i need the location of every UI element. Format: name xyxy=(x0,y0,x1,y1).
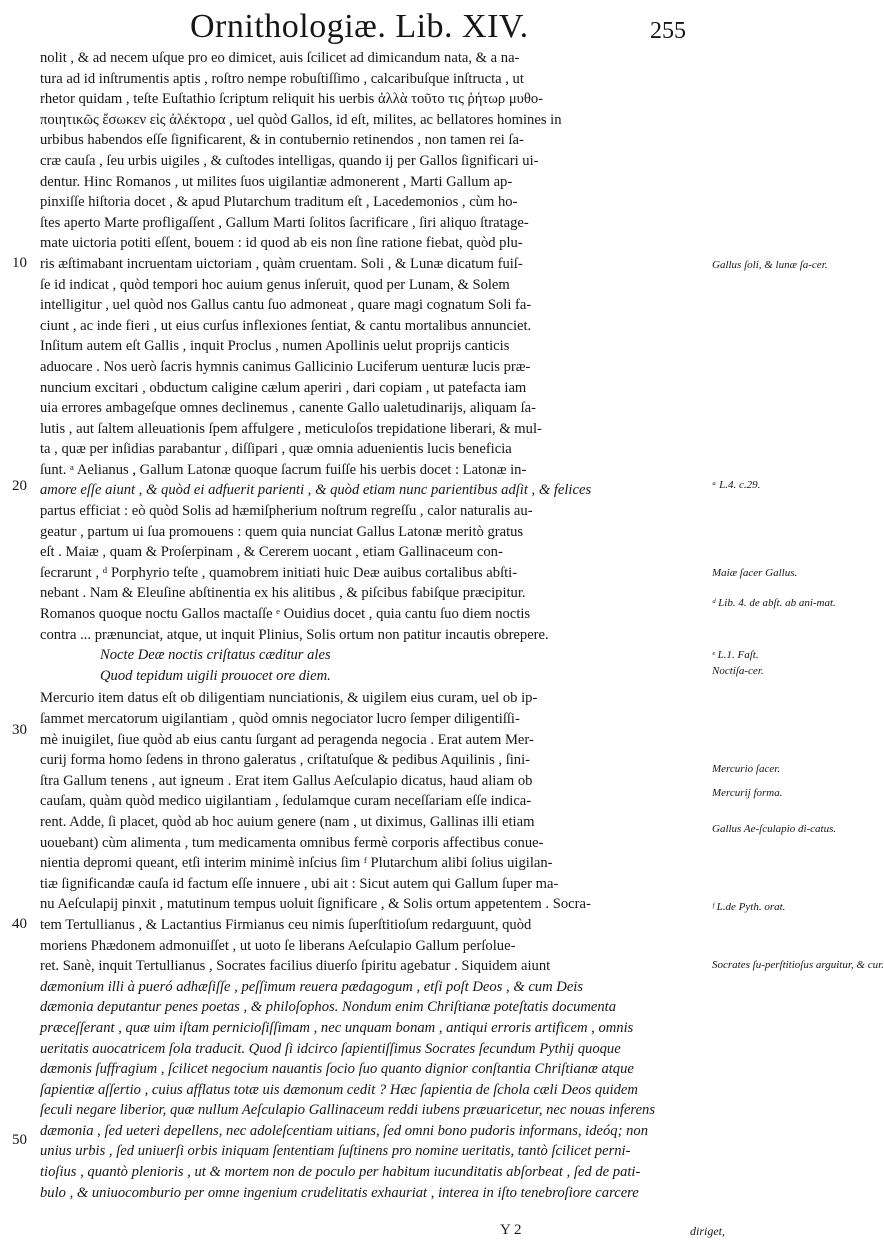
text-line: uia errores ambageſque omnes declinemus , canente Gallo ualetudinarijs, aliquam ſa- xyxy=(40,400,537,417)
text-line: nuncium excitari , obductum caligine cælum aperiri , dari copiam , ut patefacta iam xyxy=(40,379,527,396)
text-line: mate uictoria potiti eſſent, bouem : id quod ab eis non ſine ratione fiebat, quòd plu- xyxy=(40,235,523,252)
text-line: geatur , partum ui ſua promouens : quem quia nunciat Gallus Latonæ meritò gratus xyxy=(40,523,524,540)
main-text-column xyxy=(40,48,712,1203)
text-line: ſtes aperto Marte profligaſſent , Gallum Marti ſolitos ſacrificare , ſiri aliquo ſtratage- xyxy=(40,214,529,231)
text-line: eſt . Maiæ , quam & Proſerpinam , & Cererem uocant , etiam Gallinaceum con- xyxy=(40,544,503,561)
text-line: ret. Sanè, inquit Tertullianus , Socrates facilius diuerſo ſpiritu agebatur . Siquidem aiunt xyxy=(40,958,551,975)
text-line: cauſam, quàm quòd medico uigilantiam , ſedulamque curam neceſſariam eſſe indica- xyxy=(40,793,532,810)
line-number: 50 xyxy=(12,1132,27,1148)
margin-note: Gallus Ae-ſculapio di-catus. xyxy=(712,823,837,835)
text-line: lutis , aut ſaltem alleuationis ſpem affulgere , meticuloſos trepidatione liberari, & mul- xyxy=(40,420,542,437)
text-line: nolit , & ad necem uſque pro eo dimicet, auis ſcilicet ad dimicandum nata, & a na- xyxy=(40,50,520,66)
quote-line: dæmonium illi à pueró adhæſiſſe , peſſimum reuera pædagogum , etſi poſt Deos , & cum Deis xyxy=(40,978,584,995)
line-number: 10 xyxy=(12,255,27,271)
text-line: tura ad id inſtrumentis aptis , roſtro nempe robuſtiſſimo , calcaribuſque inſtructa , ut xyxy=(40,70,524,87)
text-line: nientia depromi queant, etſi interim minimè inſcius ſim ᶠ Plutarchum alibi ſolius uigilan- xyxy=(40,855,553,872)
text-line: aduocare . Nos uerò ſacris hymnis canimus Gallicinio Luciferum uenturæ lucis præ- xyxy=(40,358,531,375)
margin-note: Gallus ſoli, & lunæ ſa-cer. xyxy=(712,259,828,271)
text-line: pinxiſſe hiſtoria docet , & apud Plutarchum traditum eſt , Lacedemonios , cùm ho- xyxy=(40,194,518,211)
text-line: ſtra Gallum tenens , aut igneum . Erat item Gallus Aeſculapio dicatus, haud aliam ob xyxy=(40,772,533,789)
running-head: Ornithologiæ. Lib. XIV. xyxy=(190,8,529,45)
text-line: tiæ ſignificandæ cauſa id factum eſſe innuere , ubi ait : Sicut autem qui Gallum ſuper ma- xyxy=(40,875,559,892)
text-line: ſammet mercatorum uigilantiam , quòd omnis negociator lucro ſemper diligentiſſi- xyxy=(40,711,520,727)
verse-line: Quod tepidum uigili prouocet ore diem. xyxy=(100,667,331,684)
quote-line: præceſſerant , quæ uim iſtam pernicioſiſſimam , nec unquam bonam , antiqui erroris artificem , omnis xyxy=(40,1019,634,1036)
text-line: ciunt , ac inde fieri , ut eius curſus inflexiones ſentiat, & cantu mortalibus annunciet. xyxy=(40,317,532,334)
quote-line: dæmonia deputantur penes poetas , & philoſophos. Nondum enim Chriſtianæ poteſtatis documenta xyxy=(40,999,617,1016)
margin-note: ᵈ Lib. 4. de abſt. ab ani-mat. xyxy=(712,597,836,609)
margin-note: ᵉ L.1. Faſt. xyxy=(712,649,759,661)
text-line: contra ... prænunciat, atque, ut inquit Plinius, Solis ortum non patitur incautis obrepere. xyxy=(40,626,549,643)
quote-line: dæmonis ſuffragium , ſcilicet negocium nauantis ſocio ſuo quanto dignior conſtantia Chriſtianæ atque xyxy=(40,1061,634,1078)
text-line: nu Aeſculapij pinxit , matutinum tempus uoluit ſignificare , & Solis ortum appetentem . Socra- xyxy=(40,896,591,913)
text-line: ſe id indicat , quòd tempori hoc auium genus inſeruit, quod per Lunam, & Solem xyxy=(40,276,510,293)
quote-line: unius urbis , ſed uniuerſi orbis iniquam ſententiam ſuſtinens pro nomine ueritatis, tantò ſcilicet perni- xyxy=(40,1143,631,1160)
quote-line: amore eſſe aiunt , & quòd ei adfuerit parienti , & quòd etiam nunc parientibus adſit , & felices xyxy=(40,482,592,499)
margin-note: ᶠ L.de Pyth. orat. xyxy=(712,901,786,913)
text-line: mè inuigilet, ſiue quòd ab eius cantu ſurgant ad peragenda negocia . Erat autem Mer- xyxy=(40,731,534,748)
margin-note: Noctiſa-cer. xyxy=(712,665,764,677)
text-line: moriens Phædonem admonuiſſet , ut uoto ſe liberans Aeſculapio Gallum perſolue- xyxy=(40,937,516,954)
text-line: rent. Adde, ſi placet, quòd ab hoc auium genere (nam , ut diximus, Gallinas illi etiam xyxy=(40,813,535,830)
text-line: ſecrarunt , ᵈ Porphyrio teſte , quamobrem initiati huic Deæ auibus cortalibus abſti- xyxy=(40,564,518,581)
text-line: curij forma homo ſedens in throno galeratus , criſtatuſque & pedibus Aquilinis , ſini- xyxy=(40,752,531,769)
margin-note: Socrates ſu-perſtitioſus arguitur, & cur. xyxy=(712,959,884,971)
text-line: ris æſtimabant incruentam uictoriam , quàm cruentam. Soli , & Lunæ dicatum fuiſ- xyxy=(40,255,523,272)
margin-note: Mercurij forma. xyxy=(712,787,783,799)
text-line: rhetor quidam , teſte Euſtathio ſcriptum reliquit his uerbis ἀλλὰ τοῦτο τις ῥήτωρ μυθο- xyxy=(40,91,544,108)
text-line: nebant . Nam & Eleuſine abſtinentia ex his alitibus , & piſcibus fabiſque præcipitur. xyxy=(40,585,526,602)
text-line: ta , quæ per inſidias parabantur , diſſipari , quæ omnia aduenientis lucis beneficia xyxy=(40,441,512,458)
line-number: 30 xyxy=(12,722,27,738)
quote-line: ſeculi negare liberior, quæ nullum Aeſculapio Gallinaceum reddi iubens præuaricetur, nec nouas inferens xyxy=(40,1102,656,1119)
text-line: tem Tertullianus , & Lactantius Firmianus ceu nimis ſuperſtitioſum redarguunt, quòd xyxy=(40,916,532,933)
margin-note: Mercurio ſacer. xyxy=(712,763,781,775)
text-line: urbibus habendos eſſe ſignificarent, & in contubernio retinendos , non tamen rei ſa- xyxy=(40,132,524,149)
text-line: uouebant) cùm alimenta , tum medicamenta omnibus fermè corporis affectibus conue- xyxy=(40,834,544,851)
text-line: Romanos quoque noctu Gallos mactaſſe ᵉ Ouidius docet , quia cantu ſuo diem noctis xyxy=(40,606,531,623)
page-number: 255 xyxy=(650,18,686,44)
quote-line: bulo , & uniuocomburio per omne ingenium crudelitatis exhauriat , interea in iſto tenebroſiore carcere xyxy=(40,1184,639,1201)
text-line: partus efficiat : eò quòd Solis ad hæmiſpherium noſtrum regreſſu , calor naturalis au- xyxy=(40,503,533,520)
quote-line: ueritatis auocatricem ſola traducit. Quod ſi idcirco ſapientiſſimus Socrates ſecundum Pythij quoque xyxy=(40,1040,621,1057)
signature-mark: Y 2 xyxy=(500,1222,522,1238)
catchword: diriget, xyxy=(690,1224,725,1238)
text-line: intelligitur , uel quòd nos Gallus cantu ſuo admoneat , quare magi cognatum Soli fa- xyxy=(40,297,532,314)
text-line: Inſitum autem eſt Gallis , inquit Proclus , numen Apollinis uelut proprijs canticis xyxy=(40,338,510,355)
text-line: ſunt. ᵃ Aelianus , Gallum Latonæ quoque ſacrum fuiſſe his uerbis docet : Latonæ in- xyxy=(40,461,527,478)
quote-line: ſapientiæ aſſertio , cuius afflatus totæ uis dæmonum cedit ? Hæc ſapientia de ſchola cæli Deos quidem xyxy=(40,1081,638,1098)
margin-note: ᵃ L.4. c.29. xyxy=(712,479,761,491)
line-number: 40 xyxy=(12,916,27,932)
text-line: cræ cauſa , ſeu urbis uigiles , & cuſtodes intelligas, quando ij per Gallos ſignificari ui- xyxy=(40,152,539,169)
text-line: dentur. Hinc Romanos , ut milites ſuos uigilantiæ admonerent , Marti Gallum ap- xyxy=(40,173,513,190)
text-line: ποιητικῶς ἔσωκεν εἰς ἀλέκτορα , uel quòd Gallos, id eſt, milites, ac bellatores homines in xyxy=(40,111,562,128)
quote-line: dæmonia , ſed ueteri depellens, nec adoleſcentiam uitians, ſed omni bono pudoris informans, ideóq; non xyxy=(40,1122,648,1139)
margin-note: Maiæ ſacer Gallus. xyxy=(712,567,798,579)
line-number: 20 xyxy=(12,478,27,494)
quote-line: tioſius , quantò plenioris , ut & mortem non de poculo per habitum iucunditatis abſorbeat , ſed de pati- xyxy=(40,1164,641,1181)
text-line: Mercurio item datus eſt ob diligentiam nunciationis, & uigilem eius curam, uel ob ip- xyxy=(40,690,538,707)
verse-line: Nocte Deæ noctis criſtatus cæditur ales xyxy=(100,647,331,664)
